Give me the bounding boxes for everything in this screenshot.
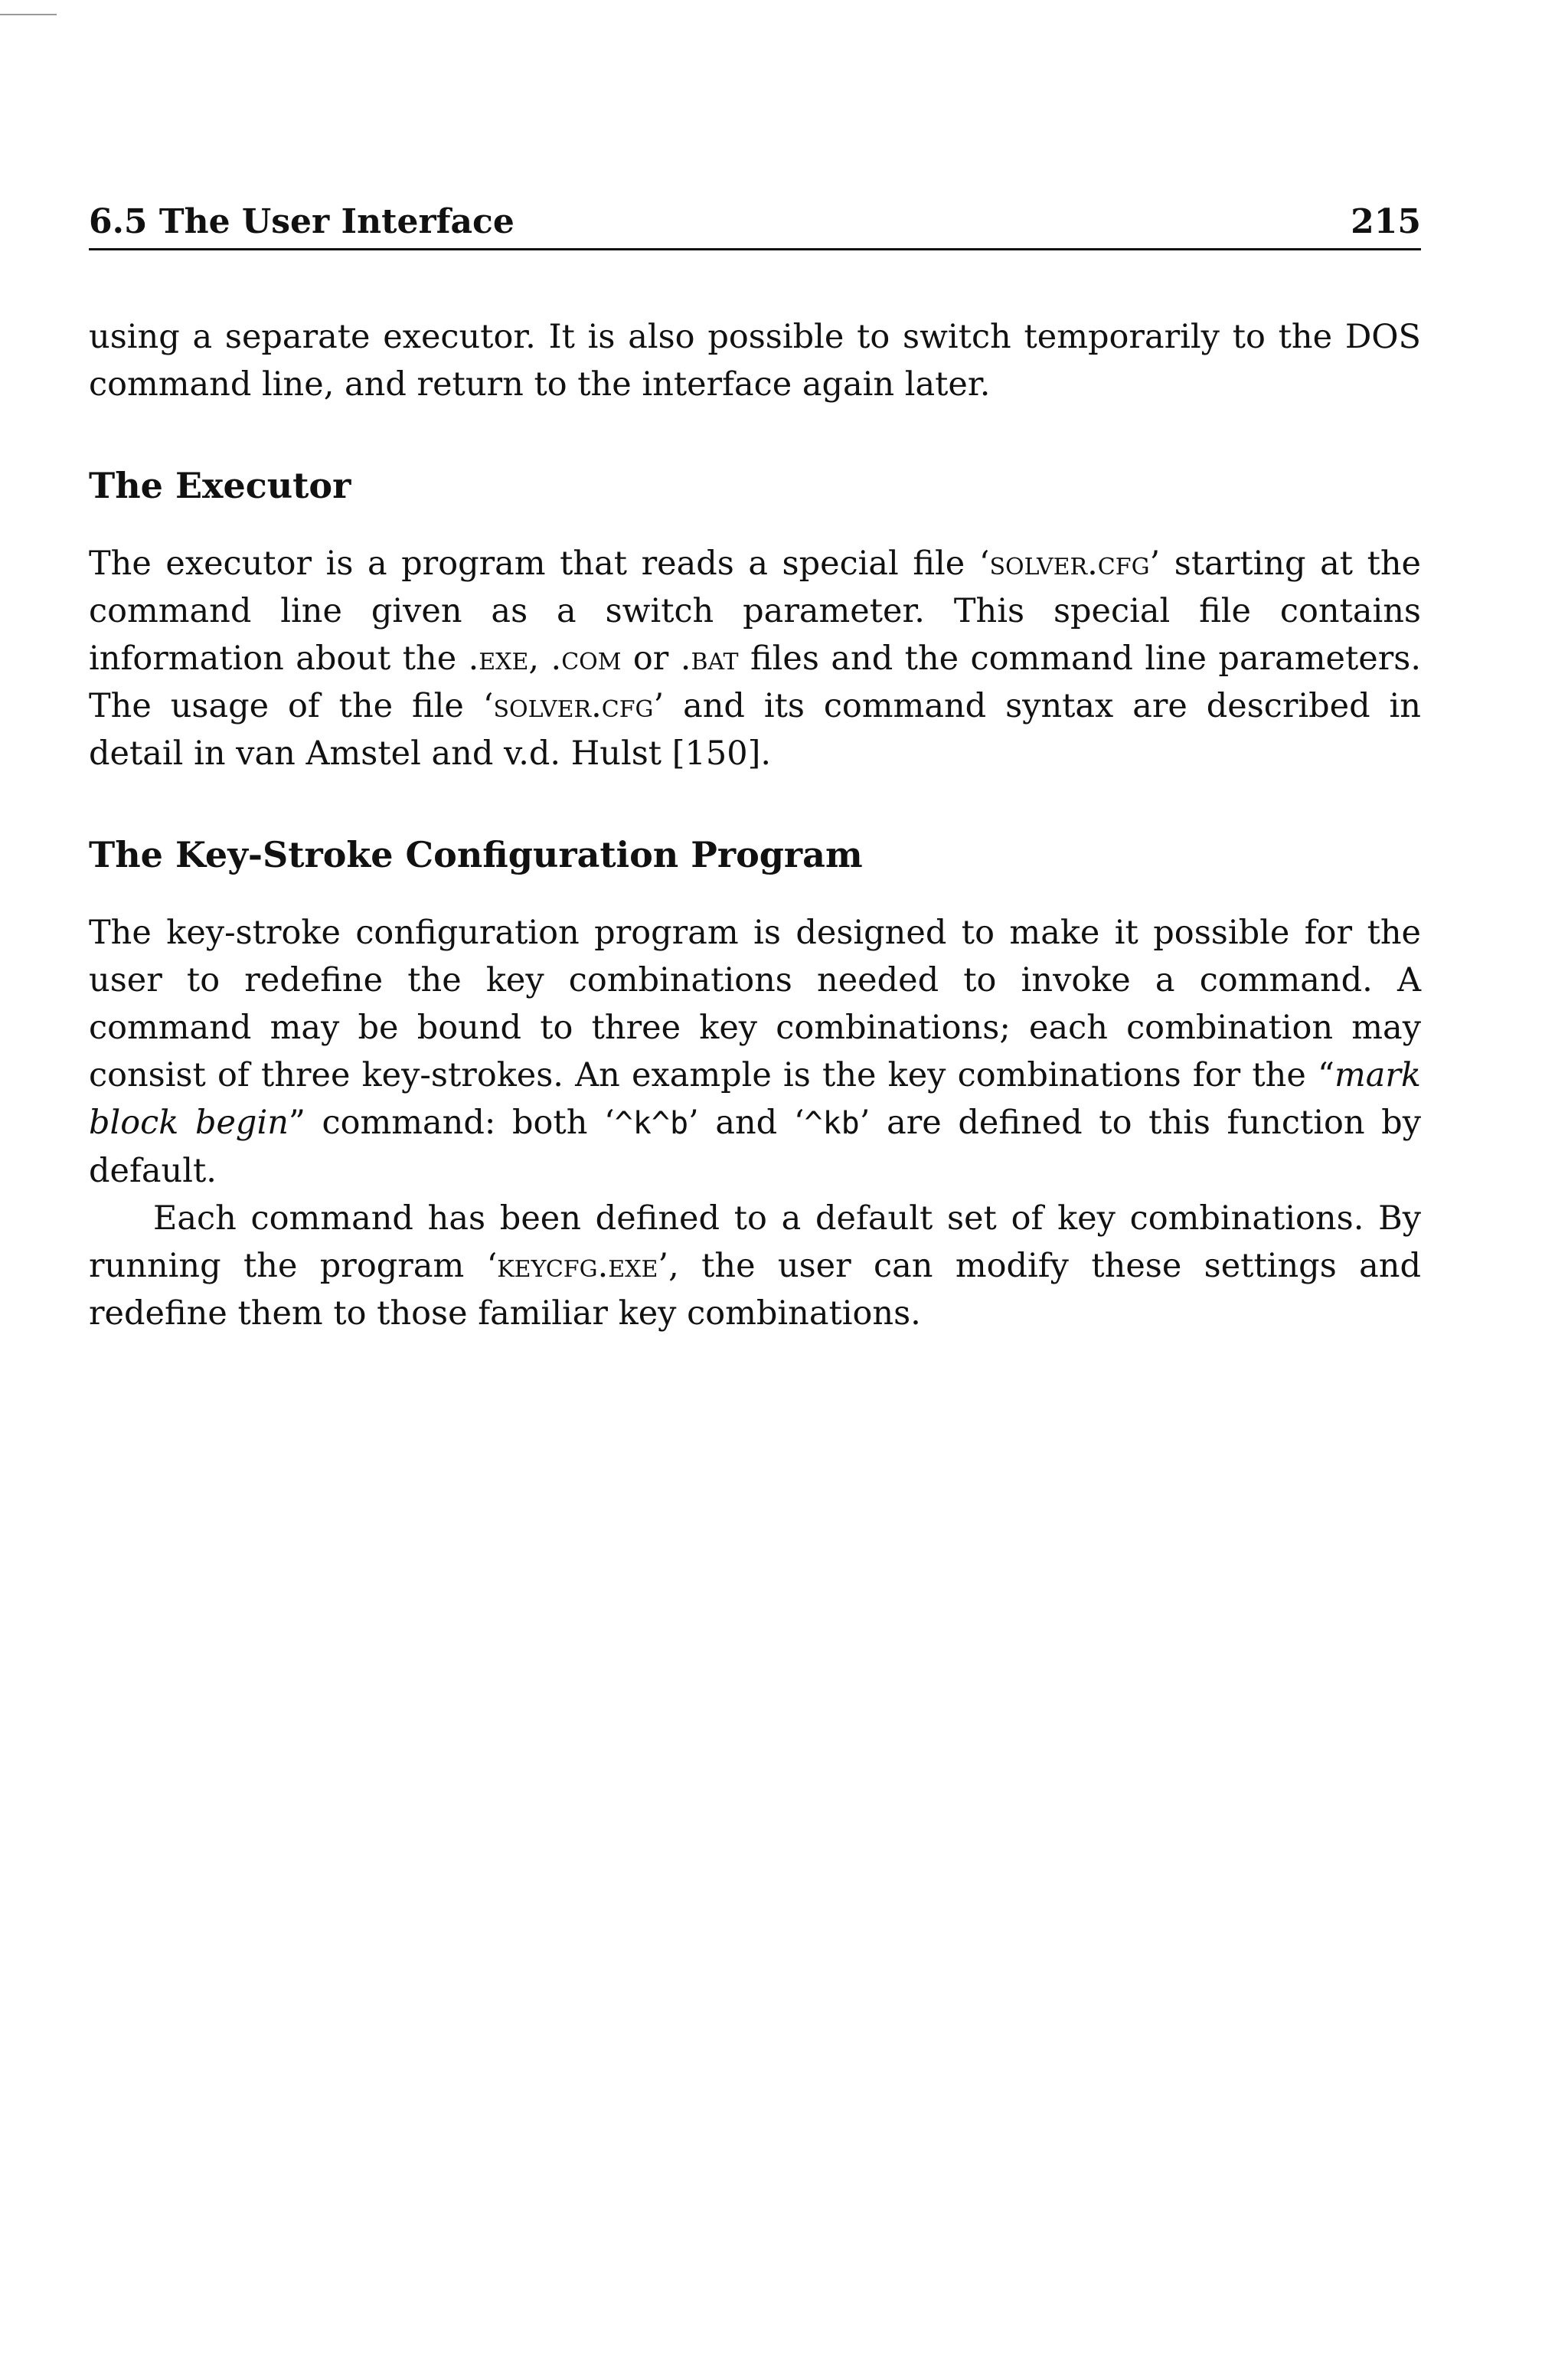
keystroke-paragraph-2 bbox=[89, 1195, 1421, 1337]
scan-corner-mark bbox=[0, 14, 57, 15]
text-run: ’ and its command syntax are described in detail in van Amstel and v.d. Hulst [150]. bbox=[89, 687, 1421, 773]
text-run: ’ starting at the command line given as a switch parameter. This special file contains information about the bbox=[89, 545, 1421, 678]
page-content bbox=[89, 313, 1421, 1337]
section-title: 6.5 The User Interface bbox=[89, 202, 514, 241]
executor-heading: The Executor bbox=[89, 465, 351, 506]
running-head bbox=[89, 202, 1421, 250]
filename: solver.cfg bbox=[493, 687, 654, 725]
executor-paragraph bbox=[89, 540, 1421, 777]
filename: solver.cfg bbox=[989, 545, 1150, 583]
book-page bbox=[89, 202, 1422, 1337]
text-run: or bbox=[621, 639, 681, 678]
file-extension: .com bbox=[550, 639, 622, 678]
text-run: The key-stroke configuration program is designed to make it possible for the user to redefine the key combinations needed to invoke a command. A command may be bound to three key combinations; each combination may consist of three key-strokes. An example is the key combinations for the “ bbox=[89, 914, 1421, 1094]
text-run: ’ are defined to this function by default. bbox=[89, 1104, 1421, 1190]
file-extension: .bat bbox=[680, 639, 739, 678]
intro-paragraph: using a separate executor. It is also possible to switch temporarily to the DOS command line, and return to the interface again later. bbox=[89, 318, 1421, 404]
filename: keycfg.exe bbox=[497, 1247, 658, 1285]
text-run: , bbox=[528, 639, 551, 678]
text-run: ’, the user can modify these settings and redefine them to those familiar key combinations. bbox=[89, 1247, 1421, 1333]
text-run: The executor is a program that reads a special file ‘ bbox=[89, 545, 990, 583]
text-run: ’ and ‘ bbox=[688, 1104, 805, 1142]
text-run: ” command: both ‘ bbox=[288, 1104, 615, 1142]
keystroke-paragraph-1 bbox=[89, 909, 1421, 1195]
keystroke-heading: The Key-Stroke Configuration Program bbox=[89, 834, 863, 875]
key-combination: ^kb bbox=[804, 1106, 860, 1141]
file-extension: .exe bbox=[468, 639, 529, 678]
key-combination: ^k^b bbox=[614, 1106, 689, 1141]
page-number: 215 bbox=[1351, 202, 1421, 241]
command-name: mark block begin bbox=[89, 1056, 1421, 1142]
text-run: files and the command line parameters. The usage of the file ‘ bbox=[89, 639, 1422, 725]
text-run: Each command has been defined to a default set of key combinations. By running the program ‘ bbox=[89, 1199, 1421, 1285]
